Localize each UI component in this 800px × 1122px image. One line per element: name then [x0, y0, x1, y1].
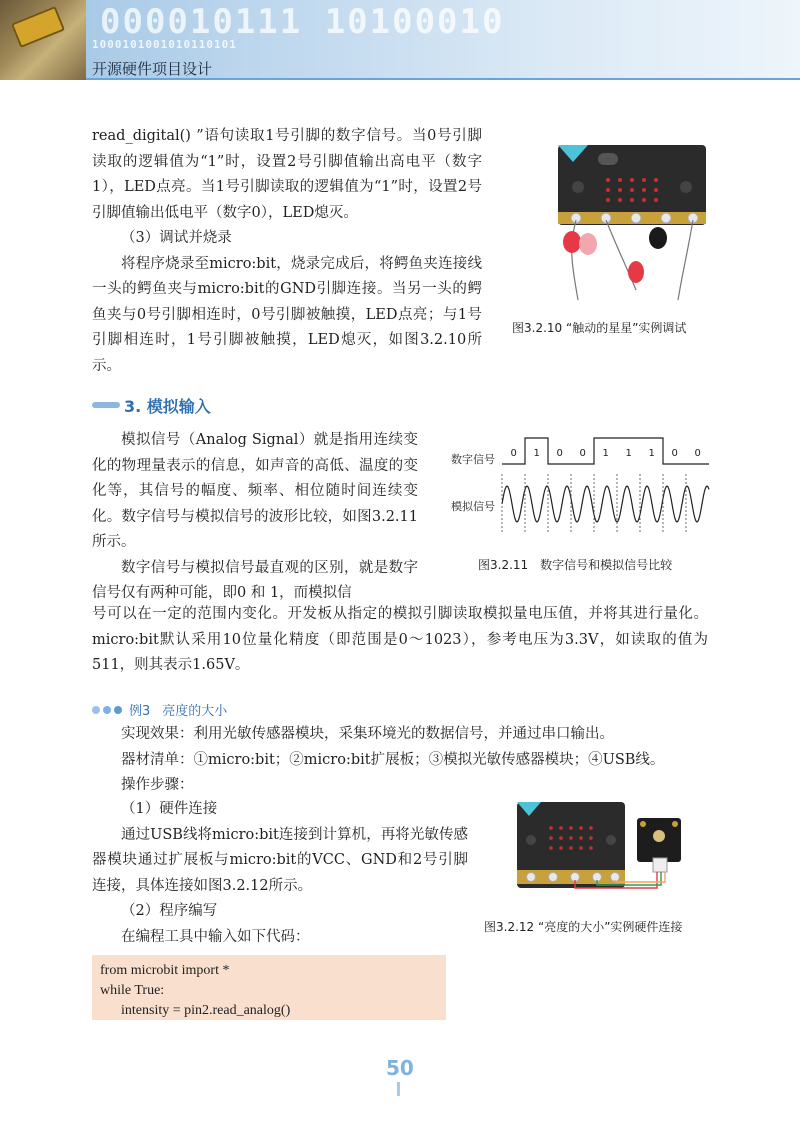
page-number-tick	[397, 1082, 400, 1096]
red-led-right	[628, 261, 644, 283]
bit-label: 1	[648, 448, 655, 459]
step-2-heading: （2）程序编写	[121, 903, 218, 919]
header-rule	[86, 78, 800, 80]
paragraph-1: read_digital() ”语句读取1号引脚的数字信号。当0号引脚读取的逻辑值为“1”时，设置2号引脚值输出高电平（数字1），LED点亮。当1号引脚读取的逻辑值为“1”时，设置2号引脚值输出低电平（数字0），LED熄灭。	[92, 128, 482, 221]
step-1-text: 通过USB线将micro:bit连接到计算机，再将光敏传感器模块通过扩展板与micro:bit的VCC、GND和2号引脚连接，具体连接如图3.2.12所示。	[92, 826, 468, 894]
sensor-connector	[653, 858, 667, 872]
button-a	[526, 835, 536, 845]
top-text-block	[92, 124, 482, 379]
bit-label: 0	[671, 448, 678, 459]
example-title: 亮度的大小	[162, 704, 228, 719]
bit-label: 0	[556, 448, 563, 459]
figure-microbit-leds	[548, 140, 718, 315]
book-title: 开源硬件项目设计	[92, 60, 213, 78]
figure-caption-3-2-11: 图3.2.11 数字信号和模拟信号比较	[478, 558, 673, 572]
board-button-a	[598, 153, 618, 165]
bit-dividers	[502, 474, 686, 534]
paragraph-5b-block	[92, 602, 708, 679]
dot-icon	[114, 706, 122, 714]
bit-label: 1	[602, 448, 609, 459]
bit-label: 1	[533, 448, 540, 459]
black-clip	[649, 227, 667, 249]
example-effect: 实现效果：利用光敏传感器模块，采集环境光的数据信号，并通过串口输出。	[121, 726, 614, 742]
example-heading	[92, 700, 227, 719]
code-line-3: intensity = pin2.read_analog()	[100, 1003, 291, 1018]
paragraph-5b: 号可以在一定的范围内变化。开发板从指定的模拟引脚读取模拟量电压值，并将其进行量化。micro:bit默认采用10位量化精度（即范围是0～1023），参考电压为3.3V，如读取的值为511，则其表示1.65V。	[92, 606, 708, 673]
code-block	[92, 955, 446, 1020]
figure-caption-3-2-10: 图3.2.10 “触动的星星”实例调试	[512, 321, 687, 335]
button-a	[572, 181, 584, 193]
analog-waveform	[502, 486, 709, 522]
example-label: 例3	[129, 704, 151, 719]
step-2-text: 在编程工具中输入如下代码：	[121, 928, 310, 945]
dot-icon	[92, 706, 100, 714]
header-binary-decoration: 000010111 10100010	[100, 2, 505, 42]
example-steps-label: 操作步骤：	[121, 777, 194, 793]
example-text-top	[92, 722, 708, 799]
paragraph-5a: 数字信号与模拟信号最直观的区别，就是数字信号仅有两种可能，即0 和 1，而模拟信	[92, 559, 418, 601]
bit-label: 0	[510, 448, 517, 459]
figure-hardware-connection	[515, 800, 690, 892]
middle-text-block	[92, 428, 418, 607]
bit-label: 0	[694, 448, 701, 459]
page-header	[0, 0, 800, 80]
bit-label: 1	[625, 448, 632, 459]
button-b	[680, 181, 692, 193]
pink-led	[579, 233, 597, 255]
photoresistor	[653, 830, 665, 842]
dot-icon	[103, 706, 111, 714]
header-board-image	[11, 6, 65, 48]
bit-label: 0	[579, 448, 586, 459]
example-text-steps	[92, 797, 468, 950]
paragraph-2: （3）调试并烧录	[121, 230, 232, 246]
paragraph-3: 将程序烧录至micro:bit，烧录完成后，将鳄鱼夹连接线一头的鳄鱼夹与micro:bit的GND引脚连接。当另一头的鳄鱼夹与0号引脚相连时，0号引脚被触摸，LED点亮；与1号引脚相连时，1号引脚被触摸，LED熄灭，如图3.2.10所示。	[92, 255, 482, 374]
paragraph-4: 模拟信号（Analog Signal）就是指用连续变化的物理量表示的信息，如声音的高低、温度的变化等，其信号的幅度、频率、相位随时间连续变化。数字信号与模拟信号的波形比较，如图3.2.11所示。	[92, 432, 418, 550]
code-line-1: from microbit import *	[100, 963, 230, 978]
button-b	[606, 835, 616, 845]
red-led-left	[563, 231, 581, 253]
bit-labels	[511, 448, 701, 459]
example-materials: 器材清单：①micro:bit；②micro:bit扩展板；③模拟光敏传感器模块；④USB线。	[121, 751, 665, 768]
digital-signal-label: 数字信号	[451, 453, 495, 466]
header-binary-small: 1000101001010110101	[92, 38, 237, 51]
page-number: 50	[386, 1056, 414, 1080]
step-1-heading: （1）硬件连接	[121, 801, 218, 817]
analog-signal-label: 模拟信号	[451, 500, 495, 513]
section-heading	[92, 394, 211, 416]
section-bar-icon	[92, 402, 120, 408]
figure-caption-3-2-12: 图3.2.12 “亮度的大小”实例硬件连接	[484, 920, 683, 934]
header-photo	[0, 0, 86, 80]
section-title: 3. 模拟输入	[124, 396, 211, 416]
code-line-2: while True:	[100, 983, 165, 998]
figure-signal-comparison	[448, 432, 718, 542]
